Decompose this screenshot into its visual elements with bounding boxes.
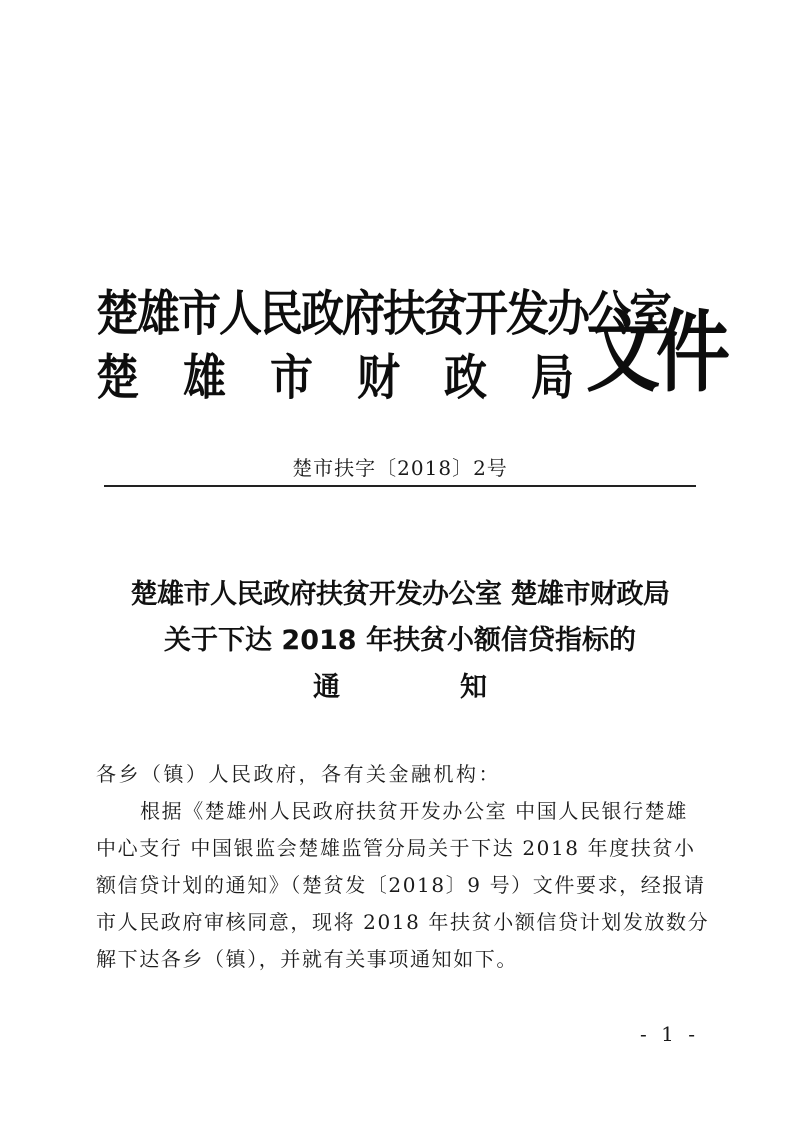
title-line-3-char: 通 <box>313 672 340 703</box>
header-divider <box>104 485 696 487</box>
issuing-organ-2-char: 市 <box>270 350 313 407</box>
issuing-organ-2-char: 财 <box>357 350 400 407</box>
title-line-3-char: 知 <box>460 672 487 703</box>
issuing-organ-2 <box>96 340 574 408</box>
title-line-3 <box>0 665 800 704</box>
issuing-organ-2-char: 局 <box>531 350 574 407</box>
issuing-organ-2-char: 楚 <box>96 350 139 407</box>
document-number: 楚市扶字〔2018〕2号 <box>292 456 508 480</box>
letterhead <box>96 270 726 407</box>
page-number: - 1 - <box>640 1022 699 1046</box>
paragraph-line: 市人民政府审核同意，现将 2018 年扶贫小额信贷计划发放数分 <box>96 910 710 934</box>
title-line-2: 关于下达 2018 年扶贫小额信贷指标的 <box>164 625 636 656</box>
paragraph-line: 根据《楚雄州人民政府扶贫开发办公室 中国人民银行楚雄 <box>140 799 688 823</box>
paragraph-line: 解下达各乡（镇），并就有关事项通知如下。 <box>96 947 518 971</box>
paragraph-line: 中心支行 中国银监会楚雄监管分局关于下达 2018 年度扶贫小 <box>96 836 696 860</box>
title-line-1: 楚雄市人民政府扶贫开发办公室 楚雄市财政局 <box>130 579 670 610</box>
issuing-organ-2-char: 政 <box>444 350 487 407</box>
document-word: 文件 <box>586 301 726 405</box>
issuing-organ-2-char: 雄 <box>183 350 226 407</box>
issuing-organ-1: 楚雄市人民政府扶贫开发办公室 <box>96 286 670 343</box>
paragraph-line: 额信贷计划的通知》（楚贫发〔2018〕9 号）文件要求，经报请 <box>96 873 706 897</box>
salutation: 各乡（镇）人民政府，各有关金融机构： <box>96 762 501 786</box>
